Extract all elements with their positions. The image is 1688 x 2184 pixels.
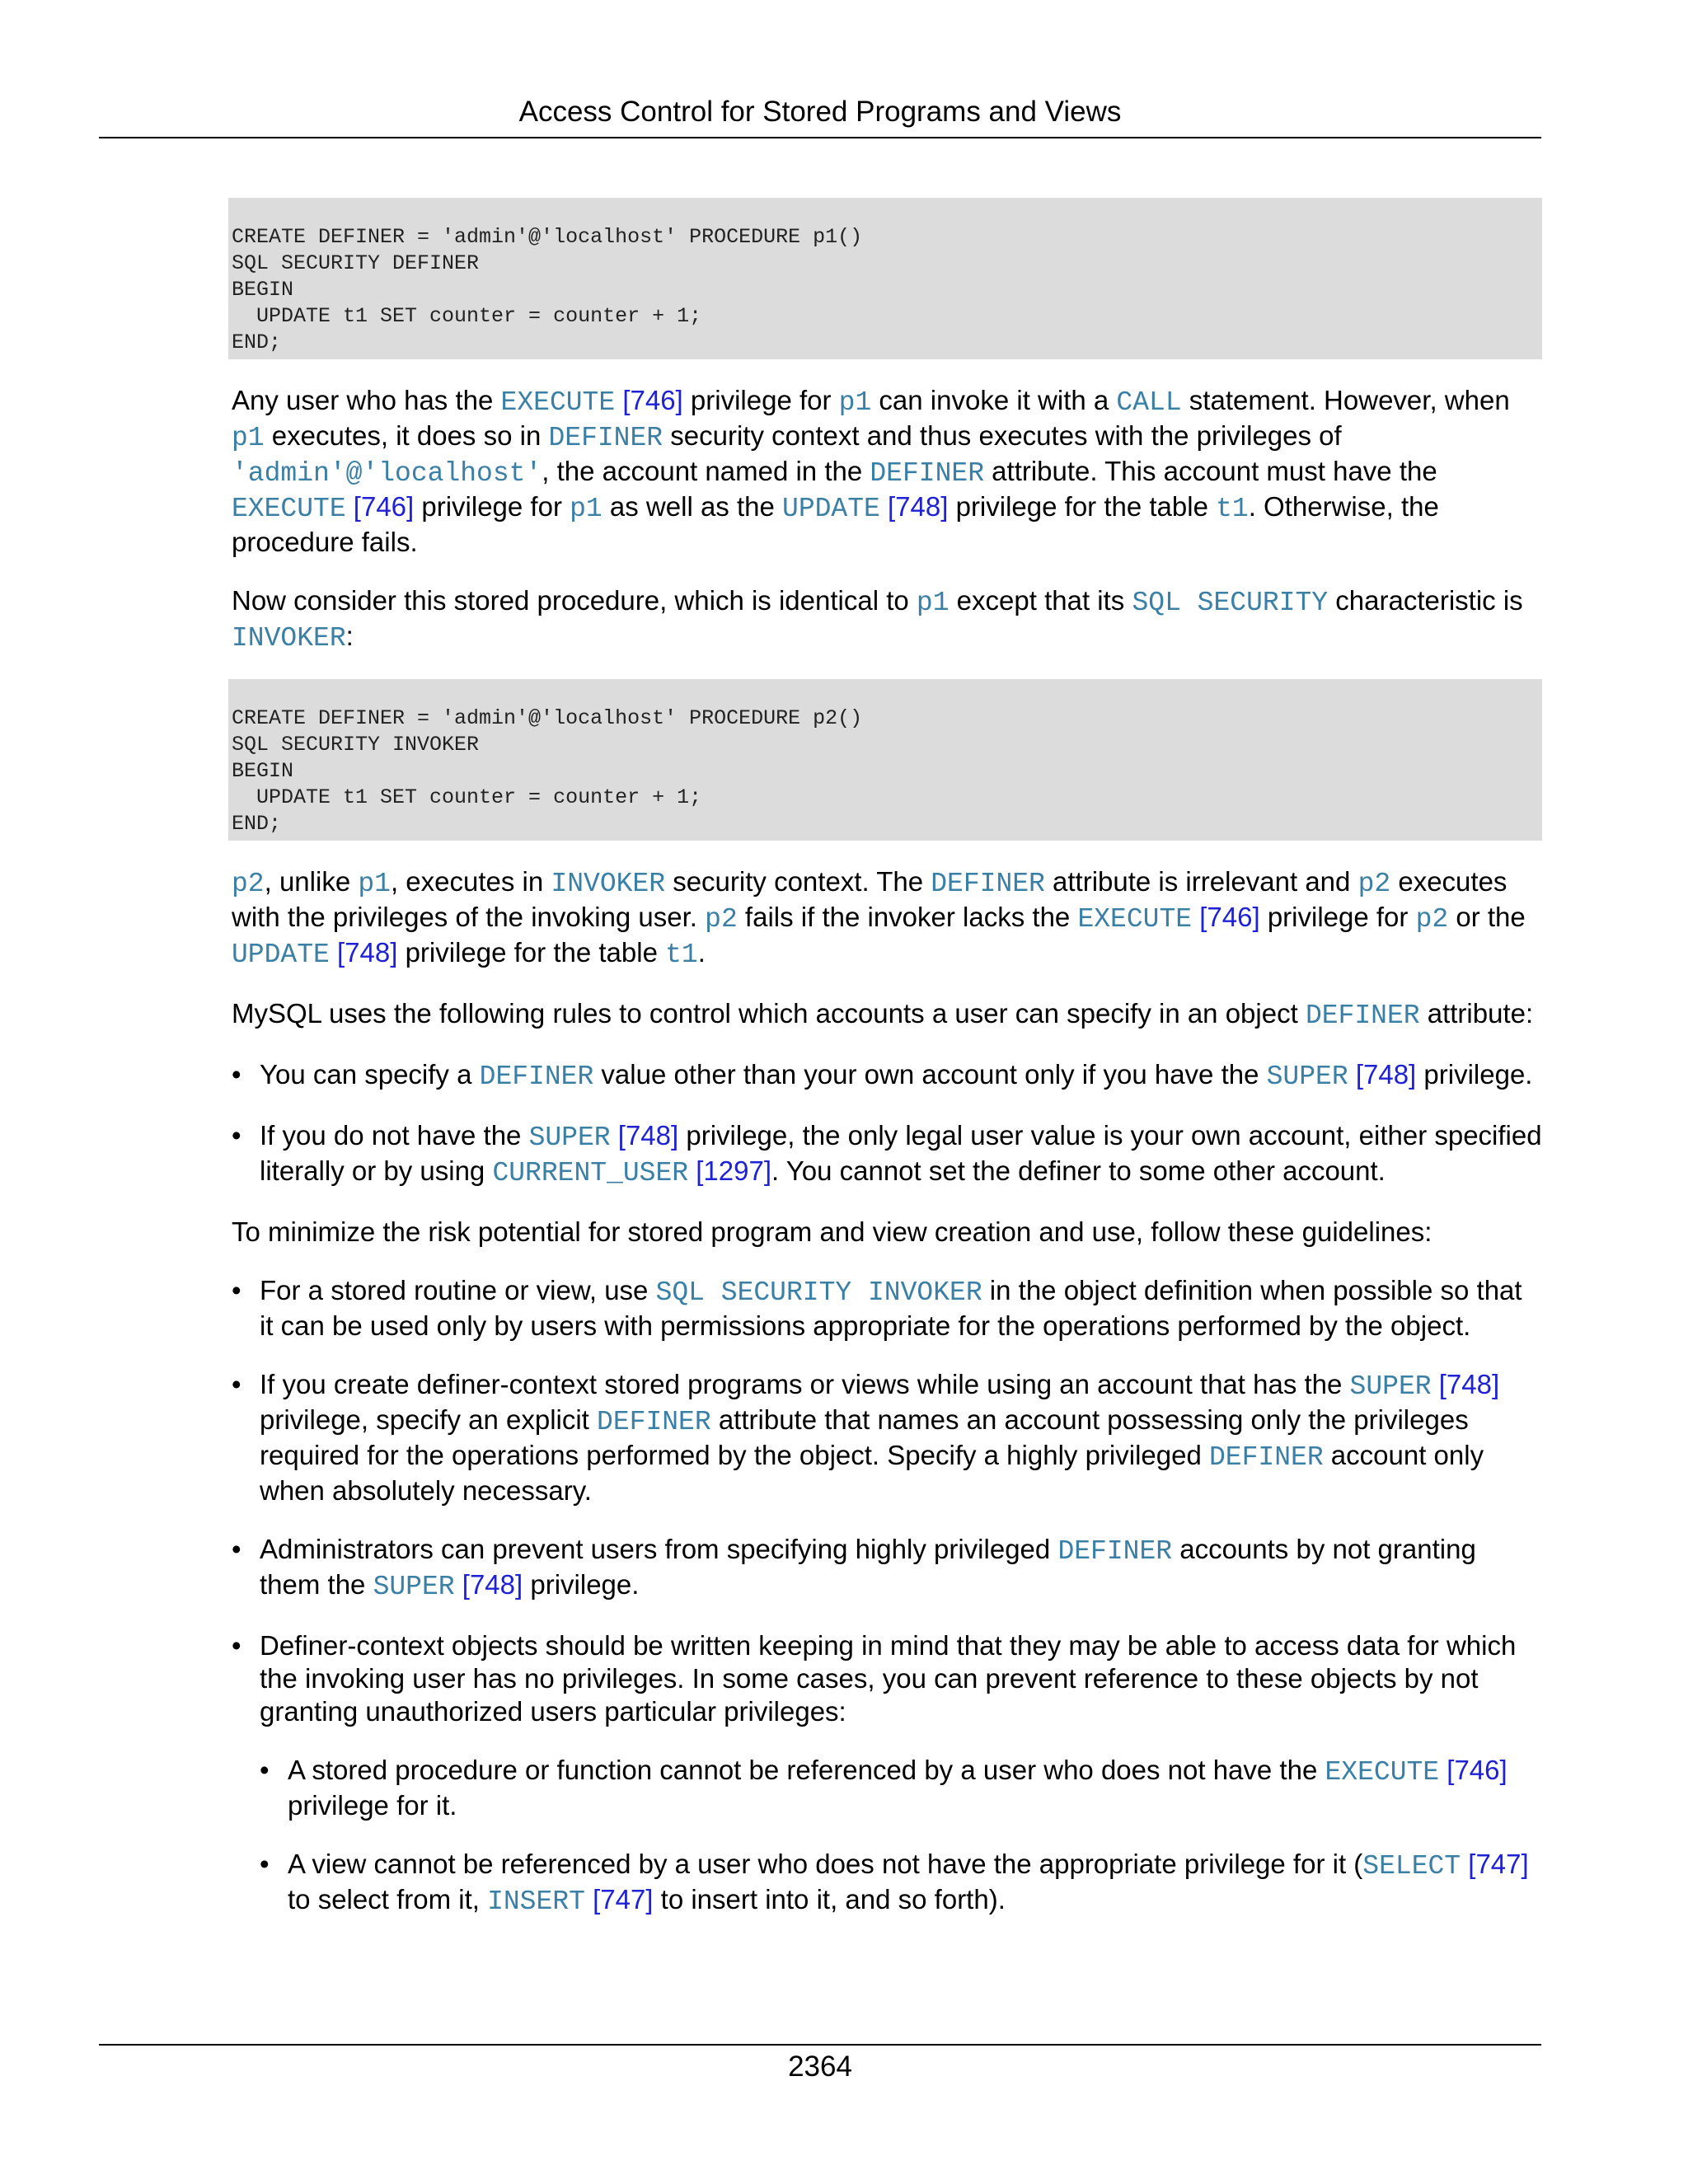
ref-link-747[interactable]: [747] bbox=[1468, 1849, 1529, 1879]
paragraph-definer-rules: MySQL uses the following rules to control which accounts a user can specify in an object DEFINER attribute: bbox=[232, 998, 1534, 1031]
ref-link-748[interactable]: [748] bbox=[888, 491, 949, 522]
paragraph-p1-privileges: Any user who has the EXECUTE [746] privilege for p1 can invoke it with a CALL statement. However, when p1 executes, it does so in DEFINER security context and thus executes with the privileges of 'admin'@'localhost', the account named in the DEFINER attribute. This account must have the EXECUTE [746] privilege for p1 as well as the UPDATE [748] privilege for the table t1. Otherwise, the procedure fails. bbox=[232, 385, 1510, 557]
ref-link-748[interactable]: [748] bbox=[462, 1569, 523, 1600]
code-block-p2: CREATE DEFINER = 'admin'@'localhost' PROCEDURE p2() SQL SECURITY INVOKER BEGIN UPDATE t1 SET counter = counter + 1; END; bbox=[228, 679, 1542, 841]
footer-rule bbox=[99, 2044, 1541, 2046]
page-header-title: Access Control for Stored Programs and Views bbox=[518, 96, 1122, 128]
header-rule bbox=[99, 137, 1541, 138]
list-item: • You can specify a DEFINER value other than your own account only if you have the SUPER [748] privilege. bbox=[232, 1058, 1542, 1094]
ref-link-748[interactable]: [748] bbox=[1438, 1369, 1500, 1399]
ref-link-1297[interactable]: [1297] bbox=[696, 1155, 772, 1186]
ref-link-748[interactable]: [748] bbox=[337, 937, 398, 968]
ref-link-746[interactable]: [746] bbox=[1199, 902, 1260, 932]
list-item: • A stored procedure or function cannot be referenced by a user who does not have the EXECUTE [746] privilege for it. bbox=[260, 1754, 1542, 1822]
ref-link-747[interactable]: [747] bbox=[593, 1884, 654, 1915]
ref-link-746[interactable]: [746] bbox=[353, 491, 415, 522]
list-item: • A view cannot be referenced by a user who does not have the appropriate privilege for it (SELECT [747] to select from it, INSERT [747] to insert into it, and so forth). bbox=[260, 1848, 1542, 1919]
list-item: • Definer-context objects should be written keeping in mind that they may be able to access data for which the invoking user has no privileges. In some cases, you can prevent reference to these objects by not granting unauthorized users particular privileges: • A stored procedure or function cannot be referenced by a user who does not have the EXECUTE [746] privilege for it. • A view cannot be referenced by a user who does not have the appropriate privilege for it (SELECT [747] to select from it, INSERT [747] to insert into it, and so forth). bbox=[232, 1629, 1542, 1919]
code-block-p1: CREATE DEFINER = 'admin'@'localhost' PROCEDURE p1() SQL SECURITY DEFINER BEGIN UPDATE t1 SET counter = counter + 1; END; bbox=[228, 198, 1542, 359]
paragraph-p2-intro: Now consider this stored procedure, which is identical to p1 except that its SQL SECURITY characteristic is INVOKER: bbox=[232, 585, 1523, 654]
ref-link-746[interactable]: [746] bbox=[622, 385, 683, 415]
list-item: • Administrators can prevent users from specifying highly privileged DEFINER accounts by not granting them the SUPER [748] privilege. bbox=[232, 1533, 1542, 1604]
nested-list bbox=[260, 1754, 1542, 1919]
paragraph-guidelines-intro: To minimize the risk potential for stored program and view creation and use, follow these guidelines: bbox=[232, 1216, 1432, 1247]
ref-link-748[interactable]: [748] bbox=[1355, 1059, 1417, 1090]
list-item: • If you do not have the SUPER [748] privilege, the only legal user value is your own account, either specified literally or by using CURRENT_USER [1297]. You cannot set the definer to some other account. bbox=[232, 1119, 1542, 1190]
ref-link-748[interactable]: [748] bbox=[617, 1120, 679, 1151]
guidelines-list bbox=[232, 1274, 1542, 1919]
page-content bbox=[232, 198, 1542, 1919]
list-item: • For a stored routine or view, use SQL SECURITY INVOKER in the object definition when possible so that it can be used only by users with permissions appropriate for the operations performed by the object. bbox=[232, 1274, 1542, 1343]
list-item: • If you create definer-context stored programs or views while using an account that has the SUPER [748] privilege, specify an explicit DEFINER attribute that names an account possessing only the privileges required for the operations performed by the object. Specify a highly privileged DEFINER account only when absolutely necessary. bbox=[232, 1368, 1542, 1507]
ref-link-746[interactable]: [746] bbox=[1447, 1755, 1507, 1785]
paragraph-p2-invoker: p2, unlike p1, executes in INVOKER security context. The DEFINER attribute is irrelevant and p2 executes with the privileges of the invoking user. p2 fails if the invoker lacks the EXECUTE [746] privilege for p2 or the UPDATE [748] privilege for the table t1. bbox=[232, 866, 1526, 970]
definer-rules-list bbox=[232, 1058, 1542, 1190]
page-number: 2364 bbox=[788, 2050, 852, 2083]
